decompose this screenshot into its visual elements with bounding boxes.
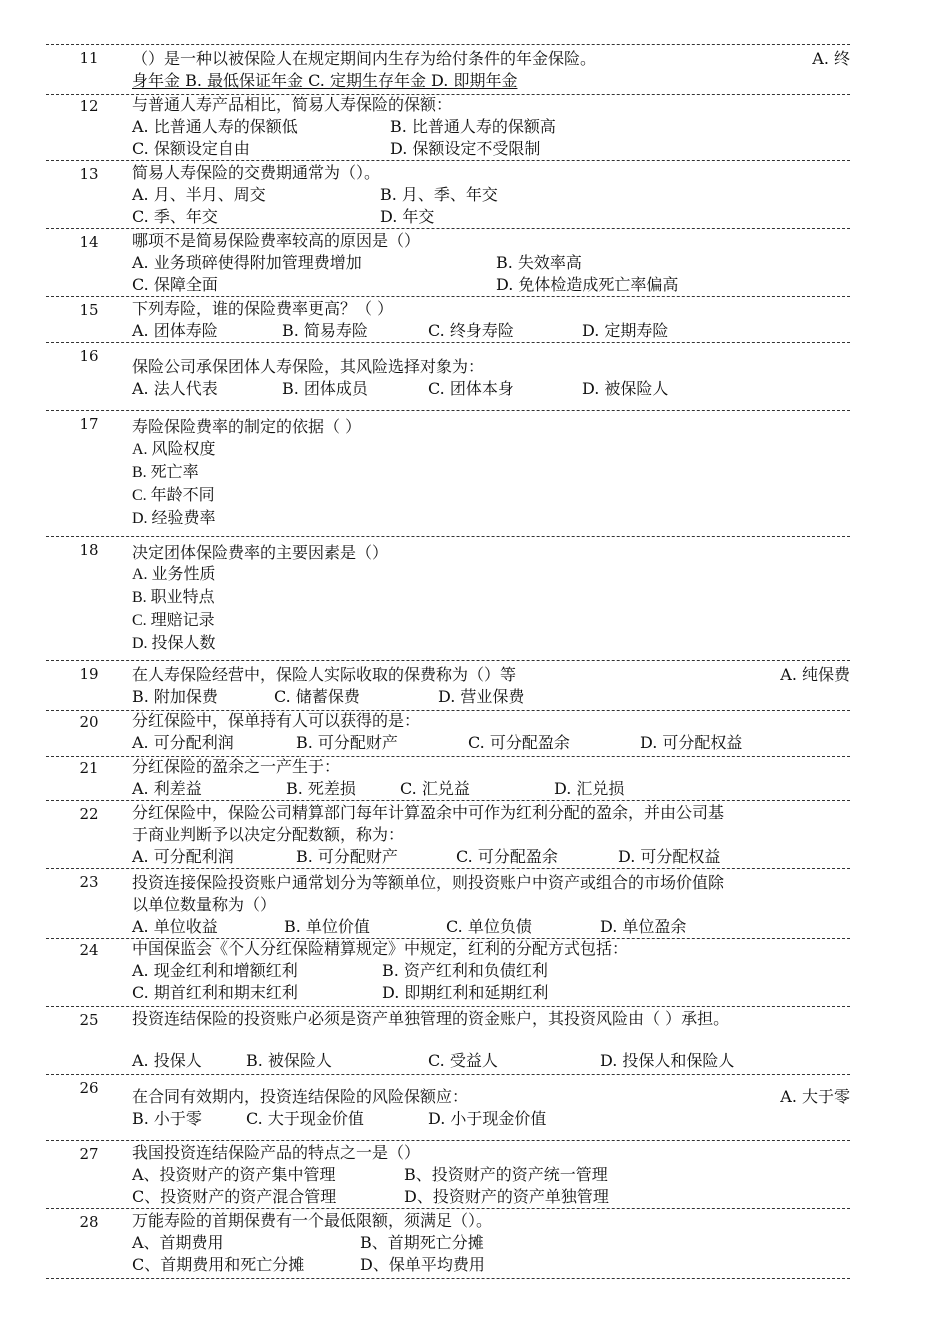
row-separator [46,342,850,343]
options-row-1 [132,1164,850,1186]
option-c: C. 大于现金价值 [246,1109,364,1128]
question-stem [132,664,850,686]
option-d: D、保单平均费用 [360,1255,485,1274]
question-number: 23 [79,873,99,891]
row-separator [46,1140,850,1141]
option-c: C. 保障全面 [132,275,218,294]
option-c: C. 终身寿险 [428,321,514,340]
question-number: 28 [79,1213,99,1231]
question-number: 19 [79,665,99,683]
question-number: 24 [79,941,99,959]
option-a: A. 终 [812,49,850,68]
question-number: 21 [79,759,99,777]
option-c: C. 可分配盈余 [468,733,570,752]
stem-text: 在合同有效期内，投资连结保险的风险保额应： [132,1087,469,1106]
options-row-1 [132,1232,850,1254]
question-number: 22 [79,805,99,823]
row-separator [46,1074,850,1075]
question-stem: 分红保险中，保险公司精算部门每年计算盈余中可作为红利分配的盈余，并由公司基 [132,803,725,822]
question-stem: 投资连接保险投资账户通常划分为等额单位，则投资账户中资产或组合的市场价值除 [132,873,725,892]
options-row-2 [132,138,850,160]
option-d: D. 年交 [380,207,435,226]
option-d: D. 免体检造成死亡率偏高 [496,275,679,294]
option-b: B. 附加保费 [132,687,218,706]
question-number: 13 [79,165,99,183]
option-c: C. 储蓄保费 [274,687,360,706]
option-d: D. 经验费率 [132,510,216,527]
option-a: A. 单位收益 [132,917,218,936]
row-separator [46,800,850,801]
question-stem: 分红保险中，保单持有人可以获得的是： [132,711,421,730]
option-b: B、首期死亡分摊 [360,1233,484,1252]
options-row-2 [132,1186,850,1208]
option-d: D. 营业保费 [438,687,525,706]
option-b: B. 资产红利和负债红利 [382,961,548,980]
option-b: B. 小于零 [132,1109,202,1128]
stem-text: 在人寿保险经营中，保险人实际收取的保费称为（）等 [132,665,517,684]
option-a: A. 可分配利润 [132,847,234,866]
option-c: C. 期首红利和期末红利 [132,983,298,1002]
question-stem [132,48,850,70]
question-number: 11 [79,49,99,67]
question-stem: 下列寿险，谁的保险费率更高？（ ） [132,299,394,318]
options-row-1 [132,252,850,274]
question-number: 26 [79,1079,99,1097]
options-row [132,320,850,342]
question-number: 25 [79,1011,99,1029]
option-d: D. 投保人数 [132,635,216,652]
option-d: D、投资财产的资产单独管理 [404,1187,609,1206]
row-separator [46,660,850,661]
options-row [132,378,850,400]
option-d: D. 单位盈余 [600,917,687,936]
option-a: A. 利差益 [132,779,202,798]
question-number: 14 [79,233,99,251]
option-b: B. 团体成员 [282,379,368,398]
option-b: B. 比普通人寿的保额高 [390,117,556,136]
options-row [132,686,850,708]
option-d: D. 即期红利和延期红利 [382,983,549,1002]
question-stem: 投资连结保险的投资账户必须是资产单独管理的资金账户，其投资风险由（ ）承担。 [132,1009,730,1028]
options-row-1 [132,116,850,138]
option-b: B. 可分配财产 [296,847,398,866]
question-stem: 我国投资连结保险产品的特点之一是（） [132,1143,421,1162]
question-stem: 简易人寿保险的交费期通常为（）。 [132,163,381,182]
option-d: D. 小于现金价值 [428,1109,547,1128]
question-stem: 分红保险的盈余之一产生于： [132,757,341,776]
option-a: A. 可分配利润 [132,733,234,752]
question-stem: 寿险保险费率的制定的依据（ ） [132,417,362,436]
question-stem: 哪项不是简易保险费率较高的原因是（） [132,231,421,250]
options-row [132,1050,850,1072]
options-line: 身年金 B. 最低保证年金 C. 定期生存年金 D. 即期年金 [132,71,518,90]
row-separator [46,1278,850,1279]
question-number: 27 [79,1145,99,1163]
option-c: C. 年龄不同 [132,487,215,504]
option-a: A. 团体寿险 [132,321,218,340]
question-stem: 与普通人寿产品相比，简易人寿保险的保额： [132,95,453,114]
option-c: C. 季、年交 [132,207,218,226]
option-c: C、投资财产的资产混合管理 [132,1187,337,1206]
option-a: A. 月、半月、周交 [132,185,266,204]
option-d: D. 被保险人 [582,379,669,398]
option-a: A、首期费用 [132,1233,224,1252]
options-row [132,916,850,938]
question-number: 12 [79,97,99,115]
options-row-2 [132,274,850,296]
options-row-2 [132,982,850,1004]
option-d: D. 保额设定不受限制 [390,139,541,158]
question-number: 15 [79,301,99,319]
option-a: A. 法人代表 [132,379,218,398]
option-d: D. 可分配权益 [618,847,721,866]
option-a: A. 比普通人寿的保额低 [132,117,298,136]
row-separator [46,1208,850,1209]
question-stem: 中国保监会《个人分红保险精算规定》中规定，红利的分配方式包括： [132,939,629,958]
options-row [132,1108,850,1130]
option-b: B. 被保险人 [246,1051,332,1070]
option-b: B. 简易寿险 [282,321,368,340]
options-row-1 [132,184,850,206]
option-b: B. 死亡率 [132,464,199,481]
option-d: D. 汇兑损 [554,779,625,798]
option-d: D. 定期寿险 [582,321,669,340]
option-b: B. 死差损 [286,779,356,798]
option-c: C. 保额设定自由 [132,139,250,158]
question-number: 20 [79,713,99,731]
option-a: A. 业务性质 [132,566,216,583]
option-d: D. 投保人和保险人 [600,1051,735,1070]
option-c: C. 理赔记录 [132,612,215,629]
option-c: C. 汇兑益 [400,779,470,798]
options-row [132,778,850,800]
option-c: C. 团体本身 [428,379,514,398]
options-row-2 [132,206,850,228]
option-c: C. 受益人 [428,1051,498,1070]
option-b: B. 单位价值 [284,917,370,936]
question-number: 17 [79,415,99,433]
question-number: 16 [79,347,99,365]
row-separator [46,536,850,537]
option-b: B. 职业特点 [132,589,215,606]
options-row-2 [132,1254,850,1276]
question-stem-continued: 于商业判断予以决定分配数额，称为： [132,825,405,844]
option-b: B. 可分配财产 [296,733,398,752]
option-a: A. 投保人 [132,1051,202,1070]
stem-text: （）是一种以被保险人在规定期间内生存为给付条件的年金保险。 [132,49,597,68]
question-stem: 保险公司承保团体人寿保险，其风险选择对象为： [132,357,485,376]
row-separator [46,410,850,411]
option-a: A. 纯保费 [780,665,850,684]
option-c: C. 单位负债 [446,917,532,936]
option-a: A. 现金红利和增额红利 [132,961,298,980]
option-a: A. 大于零 [780,1087,850,1106]
options-row [132,732,850,754]
options-row [132,846,850,868]
row-separator [46,868,850,869]
row-separator [46,296,850,297]
question-stem: 决定团体保险费率的主要因素是（） [132,543,389,562]
question-stem-continued: 以单位数量称为（） [132,895,277,914]
option-c: C、首期费用和死亡分摊 [132,1255,305,1274]
option-c: C. 可分配盈余 [456,847,558,866]
question-stem [132,1086,850,1108]
row-separator [46,1006,850,1007]
option-b: B. 失效率高 [496,253,582,272]
question-stem: 万能寿险的首期保费有一个最低限额，须满足（）。 [132,1211,493,1230]
option-a: A、投资财产的资产集中管理 [132,1165,336,1184]
row-separator [46,228,850,229]
row-separator [46,44,850,45]
option-a: A. 业务琐碎使得附加管理费增加 [132,253,362,272]
option-d: D. 可分配权益 [640,733,743,752]
option-b: B. 月、季、年交 [380,185,498,204]
options-row-1 [132,960,850,982]
option-b: B、投资财产的资产统一管理 [404,1165,608,1184]
row-separator [46,160,850,161]
question-number: 18 [79,541,99,559]
option-a: A. 风险权度 [132,441,216,458]
